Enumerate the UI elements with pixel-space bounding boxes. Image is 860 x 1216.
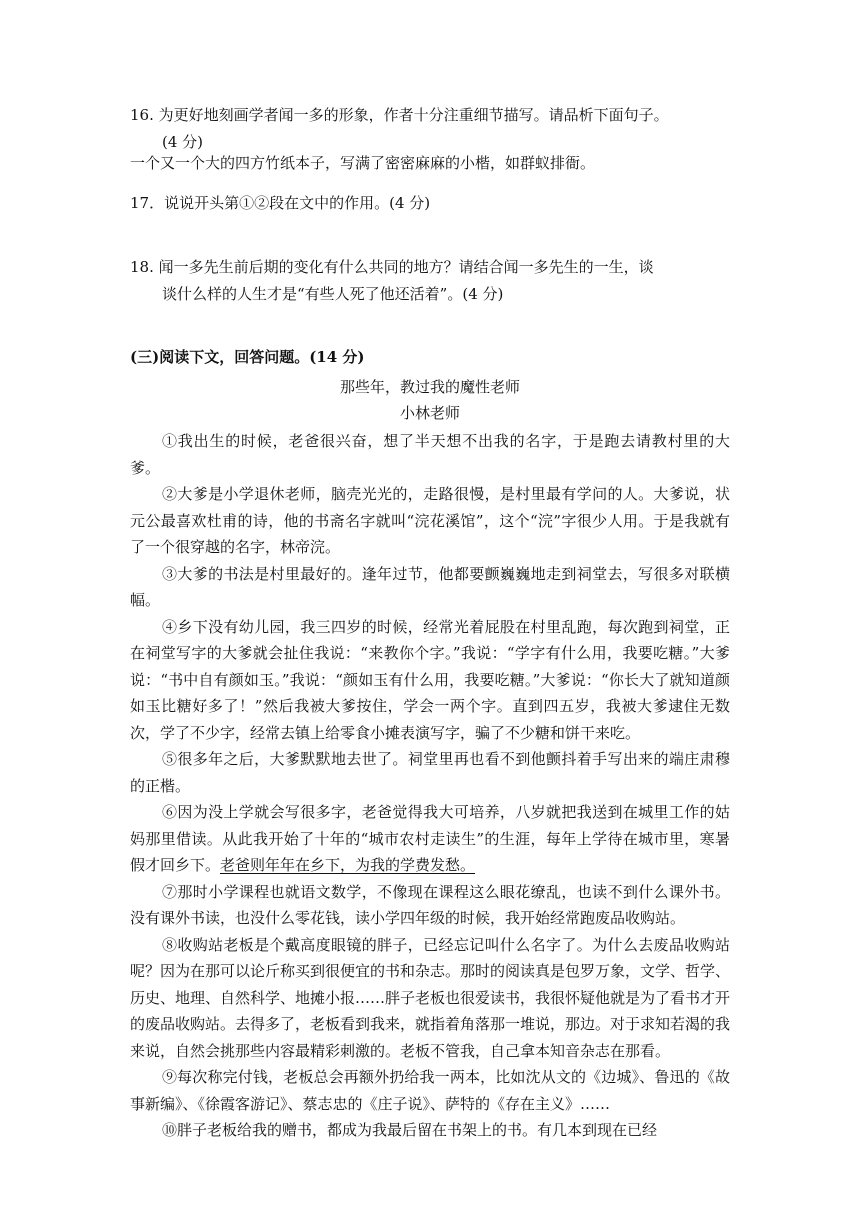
paragraph-2: ②大爹是小学退休老师，脑壳光光的，走路很慢，是村里最有学问的人。大爹说，状元公最喜欢杜甫的诗，他的书斋名字就叫“浣花溪馆”，这个“浣”字很少人用。于是我就有了一个很穿越的名字，林帝浣。 (130, 485, 730, 556)
paragraph-1: ①我出生的时候，老爸很兴奋，想了半天想不出我的名字，于是跑去请教村里的大爹。 (130, 432, 730, 477)
paragraph-3: ③大爹的书法是村里最好的。逢年过节，他都要颤巍巍地走到祠堂去，写很多对联横幅。 (130, 564, 730, 609)
question-18-prompt-line1: 18. 闻一多先生前后期的变化有什么共同的地方？请结合闻一多先生的一生，谈 (130, 258, 654, 276)
paragraph-9: ⑨每次称完付钱，老板总会再额外扔给我一两本，比如沈从文的《边城》、鲁迅的《故事新编》、《徐霞客游记》、蔡志忠的《庄子说》、萨特的《存在主义》…… (130, 1068, 730, 1113)
paragraph-7: ⑦那时小学课程也就语文数学，不像现在课程这么眼花缭乱，也读不到什么课外书。没有课外书读，也没什么零花钱，读小学四年级的时候，我开始经常跑废品收购站。 (130, 882, 730, 927)
paragraph-6-text: ⑥因为没上学就会写很多字，老爸觉得我大可培养，八岁就把我送到在城里工作的姑妈那里借读。从此我开始了十年的“城市农村走读生”的生涯，每年上学待在城市里，寒暑假才回乡下。 (130, 803, 730, 874)
question-16-quote: 一个又一个大的四方竹纸本子，写满了密密麻麻的小楷，如群蚁排衙。 (130, 154, 596, 172)
paragraph-6 (130, 799, 730, 879)
paragraph-8: ⑧收购站老板是个戴高度眼镜的胖子，已经忘记叫什么名字了。为什么去废品收购站呢？因为在那可以论斤称买到很便宜的书和杂志。那时的阅读真是包罗万象，文学、哲学、历史、地理、自然科学、地摊小报……胖子老板也很爱读书，我很怀疑他就是为了看书才开的废品收购站。去得多了，老板看到我来，就指着角落那一堆说，那边。对于求知若渴的我来说，自然会挑那些内容最精彩刺激的。老板不管我，自己拿本知音杂志在那看。 (130, 935, 731, 1060)
article-body (130, 428, 730, 1144)
question-17 (130, 190, 730, 217)
article-author: 小林老师 (399, 404, 460, 422)
question-16-prompt: 16. 为更好地刻画学者闻一多的形象，作者十分注重细节描写。请品析下面句子。 (130, 106, 669, 124)
paragraph-5: ⑤很多年之后，大爹默默地去世了。祠堂里再也看不到他颤抖着手写出来的端庄肃穆的正楷。 (130, 750, 730, 795)
paragraph-4: ④乡下没有幼儿园，我三四岁的时候，经常光着屁股在村里乱跑，每次跑到祠堂，正在祠堂写字的大爹就会扯住我说：“来教你个字。”我说：“学字有什么用，我要吃糖。”大爹说：“书中自有颜如玉。”我说：“颜如玉有什么用，我要吃糖。”大爹说：“你长大了就知道颜如玉比糖好多了！”然后我被大爹按住，学会一两个字。直到四五岁，我被大爹逮住无数次，学了不少字，经常去镇上给零食小摊表演写字，骗了不少糖和饼干来吃。 (130, 617, 730, 742)
paragraph-10: ⑩胖子老板给我的赠书，都成为我最后留在书架上的书。有几本到现在已经 (162, 1121, 658, 1139)
section-heading: (三)阅读下文，回答问题。(14 分) (130, 348, 365, 366)
question-16 (130, 102, 730, 156)
article-title: 那些年，教过我的魔性老师 (339, 378, 520, 396)
underlined-sentence: 老爸则年年在乡下，为我的学费发愁。 (220, 856, 476, 874)
question-18-prompt-line2: 谈什么样的人生才是“有些人死了他还活着”。(4 分) (162, 285, 504, 303)
question-16-score: (4 分) (162, 133, 204, 151)
question-17-prompt: 17．说说开头第①②段在文中的作用。(4 分) (130, 194, 431, 212)
question-18 (130, 254, 730, 308)
